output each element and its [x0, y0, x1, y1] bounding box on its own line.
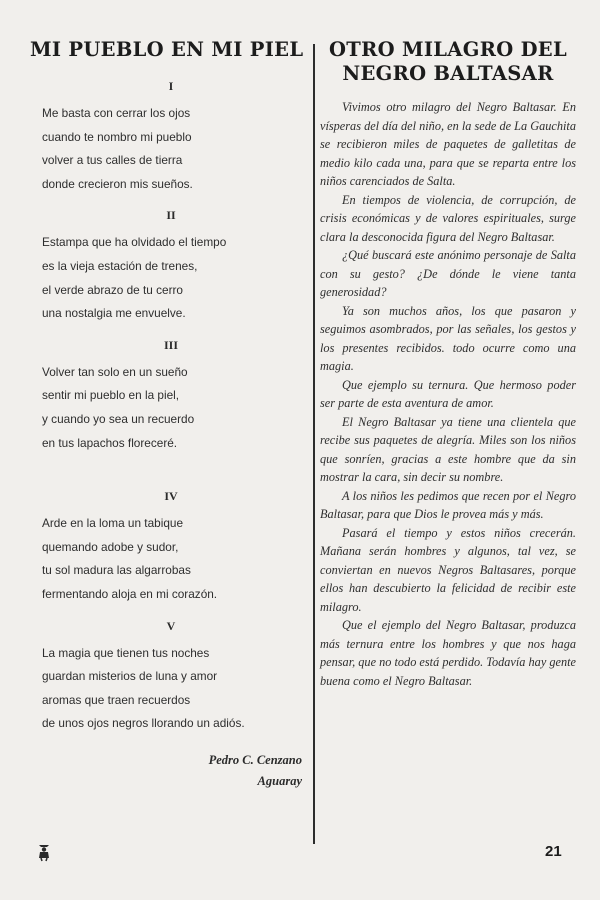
stanza-numeral: V: [166, 618, 176, 633]
poem-line: y cuando yo sea un recuerdo: [42, 411, 195, 426]
poem-line: volver a tus calles de tierra: [42, 153, 183, 168]
poem-line: guardan misterios de luna y amor: [42, 669, 218, 684]
poem-line: el verde abrazo de tu cerro: [42, 282, 183, 297]
poem-line: donde crecieron mis sueños.: [42, 176, 193, 191]
poem-line: es la vieja estación de trenes,: [42, 258, 198, 273]
gaucho-emblem-icon: [36, 842, 52, 862]
stanza-5: [30, 619, 302, 736]
stanza-4: [30, 489, 302, 606]
poem-line: Volver tan solo en un sueño: [42, 364, 188, 379]
stanza-numeral: IV: [164, 489, 178, 504]
poem-line: de unos ojos negros llorando un adiós.: [42, 716, 245, 731]
poem-line: tu sol madura las algarrobas: [42, 563, 191, 578]
stanza-numeral: I: [168, 79, 174, 93]
page-number: 21: [545, 843, 562, 860]
poem-line: Me basta con cerrar los ojos: [42, 106, 191, 120]
poem-line: en tus lapachos floreceré.: [42, 435, 178, 450]
stanza-2: [30, 208, 302, 325]
stanza-1: [30, 79, 302, 196]
article-title: [320, 38, 576, 86]
poem-title: MI PUEBLO EN MI PIEL: [30, 38, 304, 61]
poem-line: Arde en la loma un tabique: [42, 516, 184, 531]
poem-line: cuando te nombro mi pueblo: [42, 129, 192, 144]
poem-column: [30, 38, 302, 792]
author-name: Pedro C. Cenzano: [208, 752, 302, 767]
stanza-numeral: II: [166, 208, 176, 223]
article-paragraph: En tiempos de violencia, de corrupción, de crisis económicas y de valores espirituales, surge clara la desconocida figura del Negro Baltasar.: [320, 192, 576, 244]
article-paragraph: ¿Qué buscará este anónimo personaje de Salta con su gesto? ¿De dónde le viene tanta generosidad?: [320, 248, 576, 299]
article-paragraph: Pasará el tiempo y estos niños crecerán. Mañana serán hombres y algunos, tal vez, se conviertan en nuevos Negros Baltasares, porque ellos han descubierto la felicidad de recibir este milagro.: [320, 525, 576, 614]
poem-line: sentir mi pueblo en la piel,: [42, 388, 180, 403]
poem-line: aromas que traen recuerdos: [42, 692, 191, 707]
article-title-line-1: OTRO MILAGRO DEL: [329, 38, 567, 61]
article-paragraph: Vivimos otro milagro del Negro Baltasar. En vísperas del día del niño, en la sede de La Gauchita se recibieron miles de paquetes de galletitas de medio kilo cada una, para que se reparta entre los niños carenciados de Salta.: [320, 100, 576, 188]
poem-line: fermentando aloja en mi corazón.: [42, 586, 218, 601]
article-paragraph: Que el ejemplo del Negro Baltasar, produzca más ternura entre los hombres y que nos haga pensar, que no todo está perdido. Todavía hay gente buena como el Negro Baltasar.: [320, 618, 576, 688]
poem-line: Estampa que ha olvidado el tiempo: [42, 235, 227, 250]
column-divider: [313, 44, 315, 844]
article-column: [320, 38, 576, 690]
article-paragraph: Ya son muchos años, los que pasaron y seguimos asombrados, por las señales, los gestos y los presentes recibidos. todo ocurre como una magia.: [320, 303, 576, 373]
poem-line: quemando adobe y sudor,: [42, 539, 179, 554]
poem-line: una nostalgia me envuelve.: [42, 306, 186, 321]
stanza-numeral: III: [163, 337, 178, 352]
article-title-line-2: NEGRO BALTASAR: [342, 62, 554, 85]
article-paragraph: Que ejemplo su ternura. Que hermoso poder ser parte de esta aventura de amor.: [320, 377, 576, 410]
stanza-3: [30, 338, 302, 455]
article-paragraph: A los niños les pedimos que recen por el Negro Baltasar, para que Dios le provea más y más.: [320, 488, 576, 521]
article-paragraph: El Negro Baltasar ya tiene una clientela que recibe sus paquetes de alegría. Miles son los niños que sonríen, gracias a este hombre que da sin mostrar la cara, sin decir su nombre.: [320, 414, 576, 484]
author-place: Aguaray: [257, 773, 302, 788]
poem-line: La magia que tienen tus noches: [42, 645, 210, 660]
